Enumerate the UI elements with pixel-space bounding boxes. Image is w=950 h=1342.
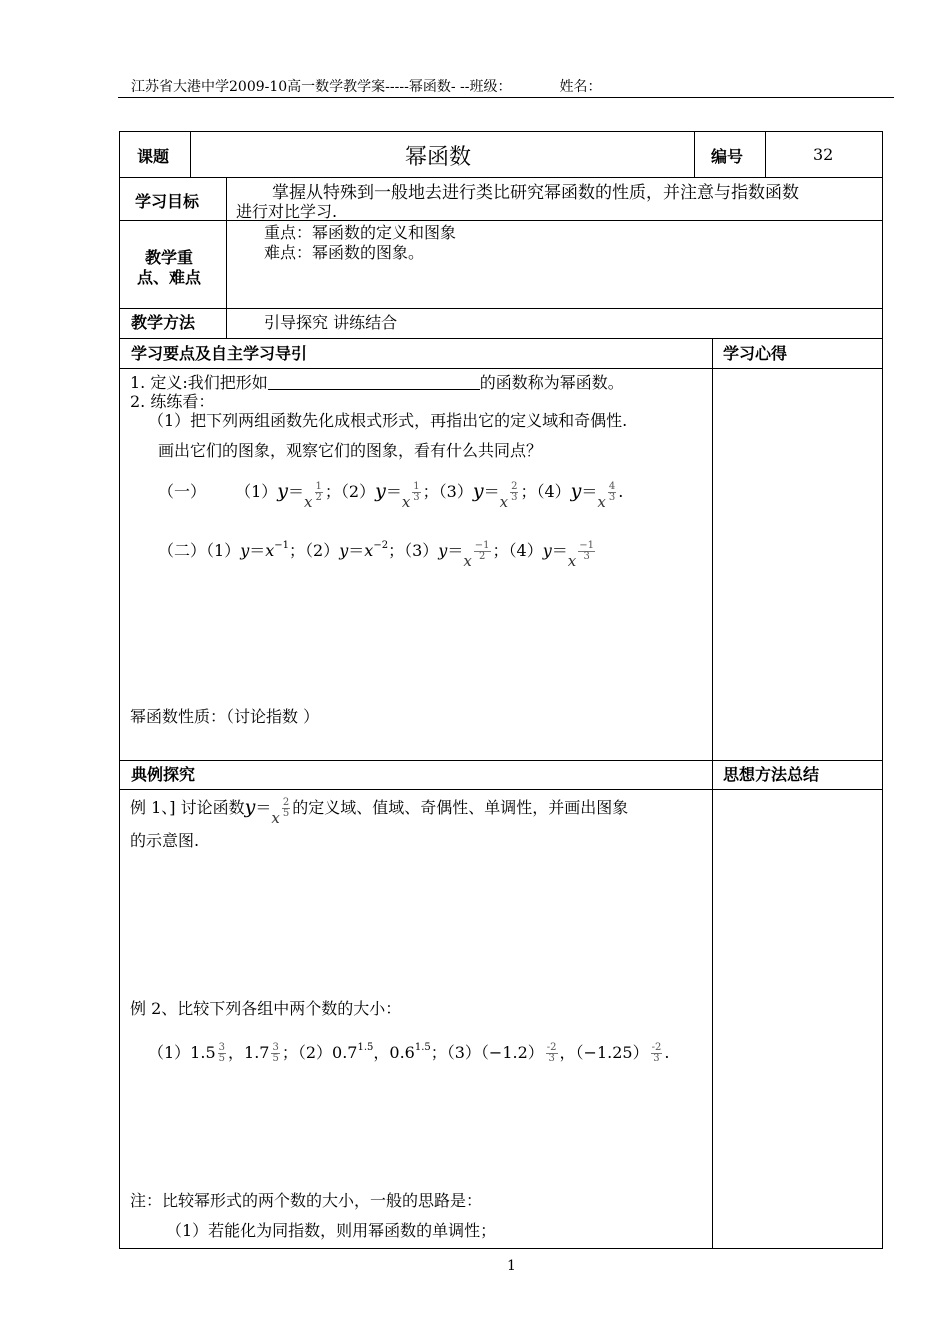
properties-line: 幂函数性质：（讨论指数 ） xyxy=(130,707,320,726)
summary-header: 思想方法总结 xyxy=(723,765,820,784)
key-point: 重点：幂函数的定义和图象 xyxy=(264,223,457,242)
key-label-line2: 点、难点 xyxy=(137,268,202,287)
example2-items: （1）1.5 $\frac{3}{5}$ ，1.7 $\frac{3}{5}$ ；$(2)0.7^{1.5}$，$0.6^{1.5}$；（3）（−1.2） $\frac{-2}{3}$ ，（−1.25） $\frac{-2}{3}$ . xyxy=(148,1042,670,1064)
objective-label: 学习目标 xyxy=(135,192,200,211)
note-line2: （1）若能化为同指数，则用幂函数的单调性； xyxy=(166,1221,497,1240)
header-rule xyxy=(118,97,894,98)
example2-title: 例 2、比较下列各组中两个数的大小： xyxy=(130,999,402,1018)
number-value: 32 xyxy=(813,145,834,164)
notes-header: 学习心得 xyxy=(723,344,788,363)
group2-label: （二） xyxy=(158,541,207,560)
task-line1: （1）把下列两组函数先化成根式形式，再指出它的定义域和奇偶性. xyxy=(148,411,628,430)
guide-header: 学习要点及自主学习导引 xyxy=(131,344,308,363)
example1-line1: 例 1、] 讨论函数y＝x $\frac{2}{5}$ 的定义域、值域、奇偶性、单调性，并画出图象 xyxy=(130,796,629,827)
definition-prefix: 1. 定义:我们把形如 xyxy=(130,373,268,392)
example1-suffix: 的定义域、值域、奇偶性、单调性，并画出图象 xyxy=(292,798,629,817)
definition-suffix: 的函数称为幂函数。 xyxy=(479,373,624,392)
header-name-label: 姓名： xyxy=(559,79,602,95)
objective-line2: 进行对比学习. xyxy=(236,202,338,221)
topic-value: 幂函数 xyxy=(405,145,472,170)
key-label-line1: 教学重 xyxy=(145,248,194,267)
example1-prefix: 例 1、] 讨论函数 xyxy=(130,798,245,817)
topic-label: 课题 xyxy=(137,147,170,166)
example1-line2: 的示意图. xyxy=(130,831,200,850)
group2-formulas: （二）$(1)y=x^{-1}$；$(2)y=x^{-2}$；（3）y＝x $\frac{-1}{2}$ ；（4）y＝x $\frac{-1}{3}$ xyxy=(158,540,595,570)
explore-header: 典例探究 xyxy=(131,765,196,784)
task-line2: 画出它们的图象，观察它们的图象，看有什么共同点？ xyxy=(158,441,543,460)
method-value: 引导探究 讲练结合 xyxy=(264,313,398,332)
difficult-point: 难点：幂函数的图象。 xyxy=(264,243,425,262)
page-header xyxy=(131,76,601,96)
practice-label: 2. 练练看： xyxy=(130,392,215,411)
method-label: 教学方法 xyxy=(131,313,196,332)
definition-blank xyxy=(268,377,480,390)
number-label: 编号 xyxy=(711,147,744,166)
note-line1: 注：比较幂形式的两个数的大小，一般的思路是： xyxy=(130,1191,483,1210)
group1-formulas: （一） （1）y＝x $\frac{1}{2}$ ；（2）y＝x $\frac{1}{3}$ ；（3）y＝x $\frac{2}{3}$ ；（4）y＝x $\frac{4}{3}$ . xyxy=(158,480,624,511)
group1-label: （一） xyxy=(158,482,207,501)
objective-line1: 掌握从特殊到一般地去进行类比研究幂函数的性质，并注意与指数函数 xyxy=(272,183,799,203)
page-number: 1 xyxy=(507,1258,516,1274)
header-title: 江苏省大港中学2009-10高一数学教学案-----幂函数- --班级： xyxy=(131,79,512,95)
